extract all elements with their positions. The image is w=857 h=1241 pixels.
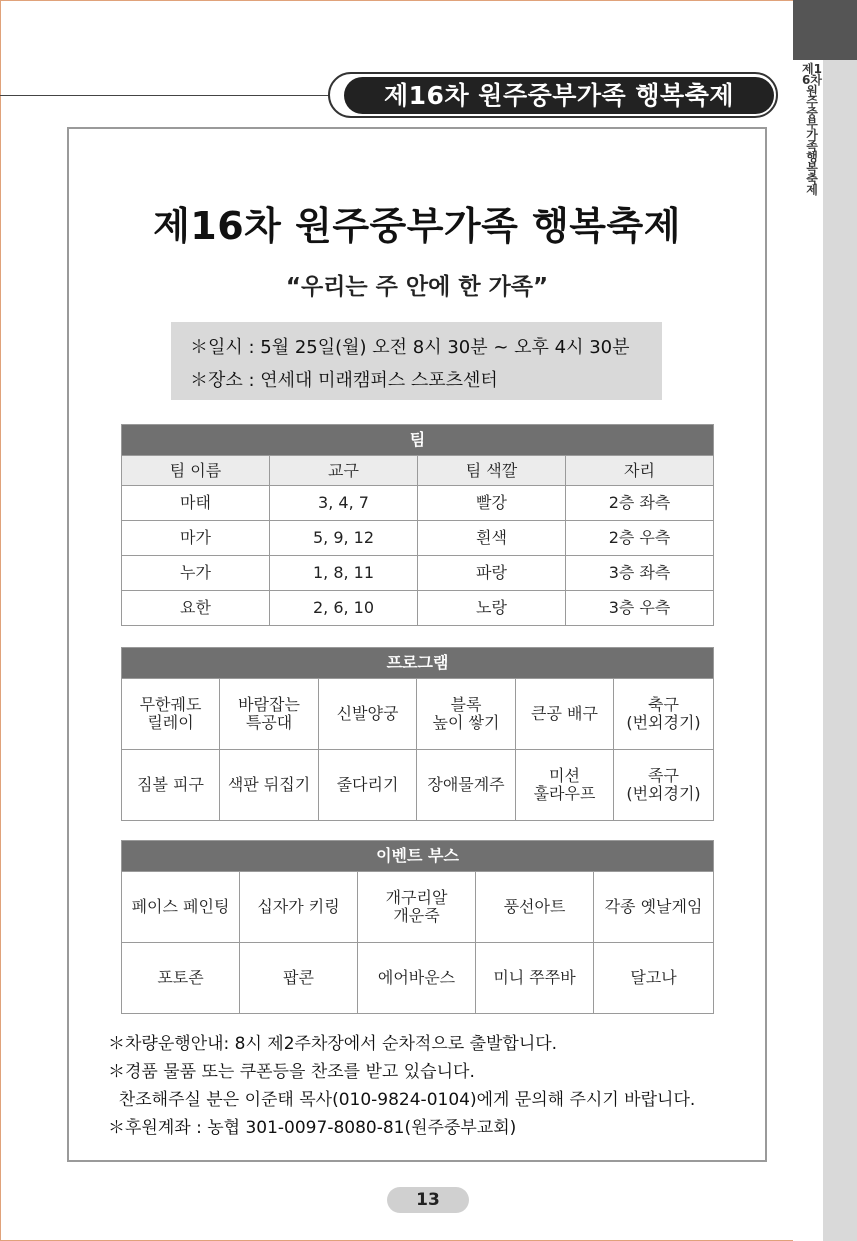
event-cell: 달고나 bbox=[594, 943, 714, 1014]
info-location: ＊장소 : 연세대 미래캠퍼스 스포츠센터 bbox=[190, 370, 498, 391]
table-row bbox=[122, 943, 714, 1014]
event-cell: 에어바운스 bbox=[358, 943, 476, 1014]
main-title: 제16차 원주중부가족 행복축제 bbox=[153, 204, 681, 248]
program-cell: 무한궤도 릴레이 bbox=[122, 679, 220, 750]
team-cell: 빨강 bbox=[418, 486, 566, 521]
program-cell: 족구 (번외경기) bbox=[614, 750, 714, 821]
team-cell: 3층 좌측 bbox=[566, 556, 714, 591]
team-cell: 5, 9, 12 bbox=[270, 521, 418, 556]
program-cell: 색판 뒤집기 bbox=[220, 750, 319, 821]
notes bbox=[108, 1030, 748, 1142]
side-tab-fill bbox=[793, 228, 823, 1241]
event-booth-table bbox=[121, 840, 714, 1014]
table-row bbox=[122, 872, 714, 943]
header-title: 제16차 원주중부가족 행복축제 bbox=[344, 77, 774, 114]
note-account: ＊후원계좌 : 농협 301-0097-8080-81(원주중부교회) bbox=[108, 1118, 517, 1138]
note-contact: 찬조해주실 분은 이준태 목사(010-9824-0104)에게 문의해 주시기 바랍니다. bbox=[108, 1090, 696, 1110]
team-cell: 누가 bbox=[122, 556, 270, 591]
program-cell: 신발양궁 bbox=[319, 679, 417, 750]
event-cell: 십자가 키링 bbox=[240, 872, 358, 943]
info-date: ＊일시 : 5월 25일(월) 오전 8시 30분 ~ 오후 4시 30분 bbox=[190, 337, 630, 358]
event-cell: 포토존 bbox=[122, 943, 240, 1014]
note-prizes: ＊경품 물품 또는 쿠폰등을 찬조를 받고 있습니다. bbox=[108, 1062, 475, 1082]
program-cell: 미션 훌라우프 bbox=[516, 750, 614, 821]
event-cell: 팝콘 bbox=[240, 943, 358, 1014]
team-cell: 2층 우측 bbox=[566, 521, 714, 556]
side-tab-label: 제16차 원주중부가족 행복축제 bbox=[802, 62, 822, 197]
program-cell: 큰공 배구 bbox=[516, 679, 614, 750]
page-number: 13 bbox=[387, 1187, 469, 1213]
team-table bbox=[121, 424, 714, 626]
table-row bbox=[122, 591, 714, 626]
team-cell: 요한 bbox=[122, 591, 270, 626]
team-header-color: 팀 색깔 bbox=[418, 456, 566, 486]
table-row bbox=[122, 679, 714, 750]
team-cell: 2층 좌측 bbox=[566, 486, 714, 521]
team-header-name: 팀 이름 bbox=[122, 456, 270, 486]
team-cell: 2, 6, 10 bbox=[270, 591, 418, 626]
program-table-caption: 프로그램 bbox=[122, 648, 714, 679]
table-row bbox=[122, 521, 714, 556]
subtitle: “우리는 주 안에 한 가족” bbox=[285, 274, 549, 300]
table-row bbox=[122, 556, 714, 591]
team-cell: 3, 4, 7 bbox=[270, 486, 418, 521]
program-cell: 축구 (번외경기) bbox=[614, 679, 714, 750]
program-cell: 바람잡는 특공대 bbox=[220, 679, 319, 750]
team-cell: 흰색 bbox=[418, 521, 566, 556]
program-table bbox=[121, 647, 714, 821]
event-cell: 페이스 페인팅 bbox=[122, 872, 240, 943]
note-shuttle: ＊차량운행안내: 8시 제2주차장에서 순차적으로 출발합니다. bbox=[108, 1034, 558, 1054]
event-cell: 미니 쭈쭈바 bbox=[476, 943, 594, 1014]
event-cell: 개구리알 개운죽 bbox=[358, 872, 476, 943]
team-cell: 파랑 bbox=[418, 556, 566, 591]
event-cell: 각종 옛날게임 bbox=[594, 872, 714, 943]
program-cell: 블록 높이 쌓기 bbox=[417, 679, 516, 750]
program-cell: 짐볼 피구 bbox=[122, 750, 220, 821]
team-table-caption: 팀 bbox=[122, 425, 714, 456]
table-row bbox=[122, 750, 714, 821]
team-cell: 1, 8, 11 bbox=[270, 556, 418, 591]
team-cell: 3층 우측 bbox=[566, 591, 714, 626]
table-row bbox=[122, 486, 714, 521]
team-cell: 마태 bbox=[122, 486, 270, 521]
program-cell: 장애물계주 bbox=[417, 750, 516, 821]
team-header-seat: 자리 bbox=[566, 456, 714, 486]
program-cell: 줄다리기 bbox=[319, 750, 417, 821]
team-cell: 노랑 bbox=[418, 591, 566, 626]
team-cell: 마가 bbox=[122, 521, 270, 556]
header-rule bbox=[0, 95, 335, 96]
event-cell: 풍선아트 bbox=[476, 872, 594, 943]
team-header-parish: 교구 bbox=[270, 456, 418, 486]
side-dark-block bbox=[793, 0, 857, 60]
event-table-caption: 이벤트 부스 bbox=[122, 841, 714, 872]
